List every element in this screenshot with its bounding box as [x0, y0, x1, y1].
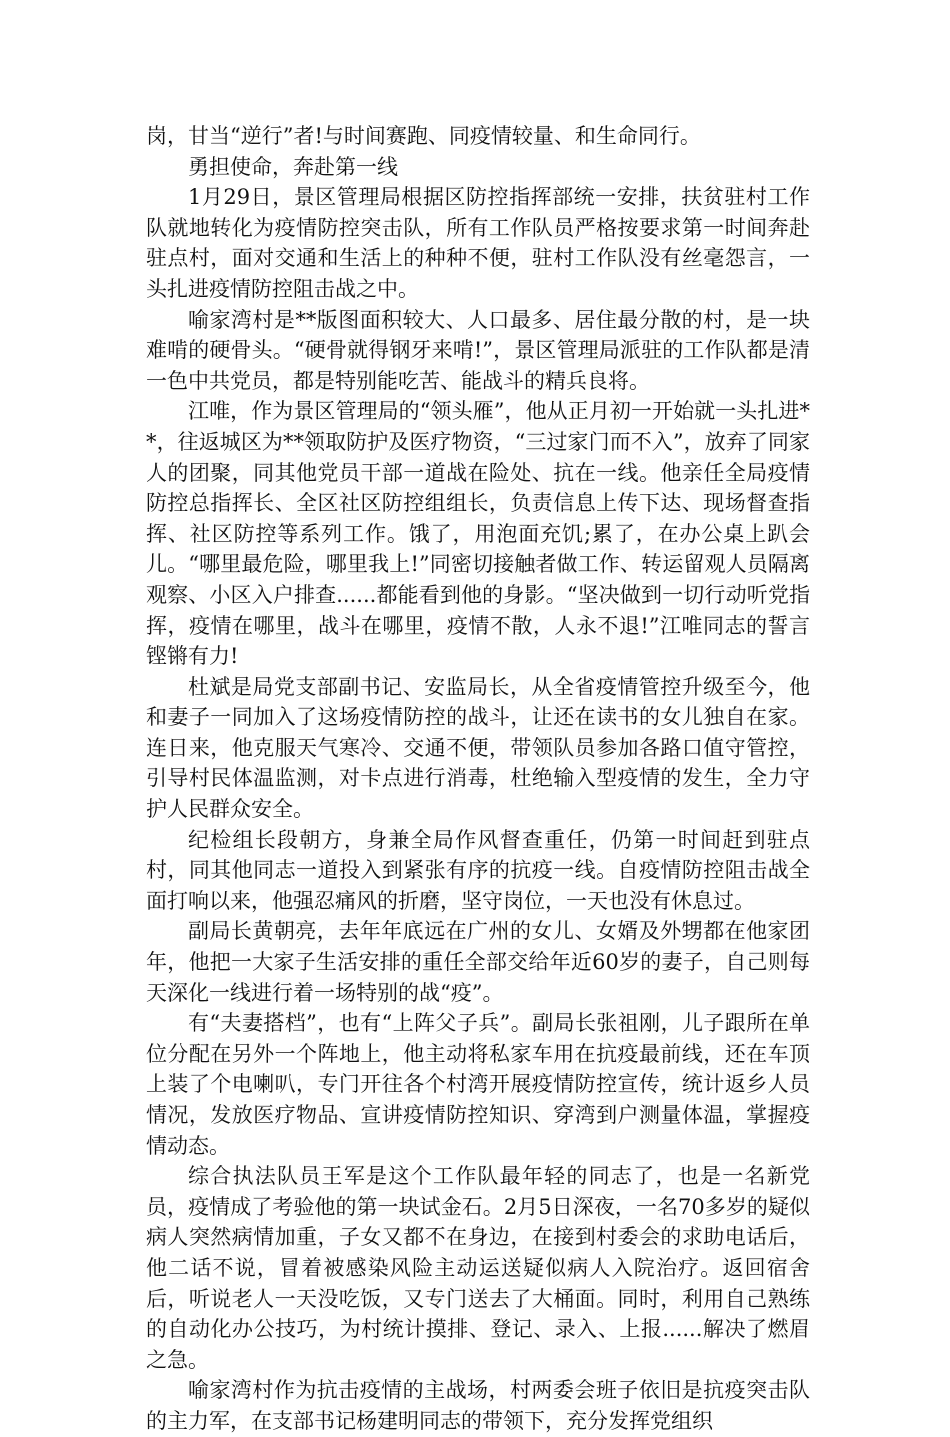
paragraph: 纪检组长段朝方，身兼全局作风督查重任，仍第一时间赶到驻点村，同其他同志一道投入到紧张有序的抗疫一线。自疫情防控阻击战全面打响以来，他强忍痛风的折磨，坚守岗位，一天也没有休息过。: [146, 827, 810, 913]
paragraph: 喻家湾村作为抗击疫情的主战场，村两委会班子依旧是抗疫突击队的主力军，在支部书记杨建明同志的带领下，充分发挥党组织: [146, 1378, 810, 1433]
paragraph-continued: 岗，甘当“逆行”者!与时间赛跑、同疫情较量、和生命同行。: [146, 124, 701, 148]
paragraph: 有“夫妻搭档”，也有“上阵父子兵”。副局长张祖刚，儿子跟所在单位分配在另外一个阵地上，他主动将私家车用在抗疫最前线，还在车顶上装了个电喇叭，专门开往各个村湾开展疫情防控宣传，统计返乡人员情况，发放医疗物品、宣讲疫情防控知识、穿湾到户测量体温，掌握疫情动态。: [146, 1011, 810, 1158]
article-body: [146, 121, 810, 1437]
paragraph: 江唯，作为景区管理局的“领头雁”，他从正月初一开始就一头扎进**，往返城区为**领取防护及医疗物资，“三过家门而不入”，放弃了同家人的团聚，同其他党员干部一道战在险处、抗在一线。他亲任全局疫情防控总指挥长、全区社区防控组组长，负责信息上传下达、现场督查指挥、社区防控等系列工作。饿了，用泡面充饥;累了，在办公桌上趴会儿。“哪里最危险，哪里我上!”同密切接触者做工作、转运留观人员隔离观察、小区入户排查......都能看到他的身影。“坚决做到一切行动听党指挥，疫情在哪里，战斗在哪里，疫情不散，人永不退!”江唯同志的誓言铿锵有力!: [146, 399, 810, 669]
paragraph: 副局长黄朝亮，去年年底远在广州的女儿、女婿及外甥都在他家团年，他把一大家子生活安排的重任全部交给年近60岁的妻子，自己则每天深化一线进行着一场特别的战“疫”。: [146, 919, 810, 1005]
paragraph: 喻家湾村是**版图面积较大、人口最多、居住最分散的村，是一块难啃的硬骨头。“硬骨就得钢牙来啃!”，景区管理局派驻的工作队都是清一色中共党员，都是特别能吃苦、能战斗的精兵良将。: [146, 307, 810, 393]
paragraph: 杜斌是局党支部副书记、安监局长，从全省疫情管控升级至今，他和妻子一同加入了这场疫情防控的战斗，让还在读书的女儿独自在家。连日来，他克服天气寒冷、交通不便，带领队员参加各路口值守管控，引导村民体温监测，对卡点进行消毒，杜绝输入型疫情的发生，全力守护人民群众安全。: [146, 674, 810, 822]
section-heading: 勇担使命，奔赴第一线: [188, 154, 398, 179]
paragraph: 综合执法队员王军是这个工作队最年轻的同志了，也是一名新党员，疫情成了考验他的第一块试金石。2月5日深夜，一名70多岁的疑似病人突然病情加重，子女又都不在身边，在接到村委会的求助电话后，他二话不说，冒着被感染风险主动运送疑似病人入院治疗。返回宿舍后，听说老人一天没吃饭，又专门送去了大桶面。同时，利用自己熟练的自动化办公技巧，为村统计摸排、登记、录入、上报......解决了燃眉之急。: [146, 1164, 810, 1372]
paragraph: 1月29日，景区管理局根据区防控指挥部统一安排，扶贫驻村工作队就地转化为疫情防控突击队，所有工作队员严格按要求第一时间奔赴驻点村，面对交通和生活上的种种不便，驻村工作队没有丝毫怨言，一头扎进疫情防控阻击战之中。: [146, 185, 810, 301]
